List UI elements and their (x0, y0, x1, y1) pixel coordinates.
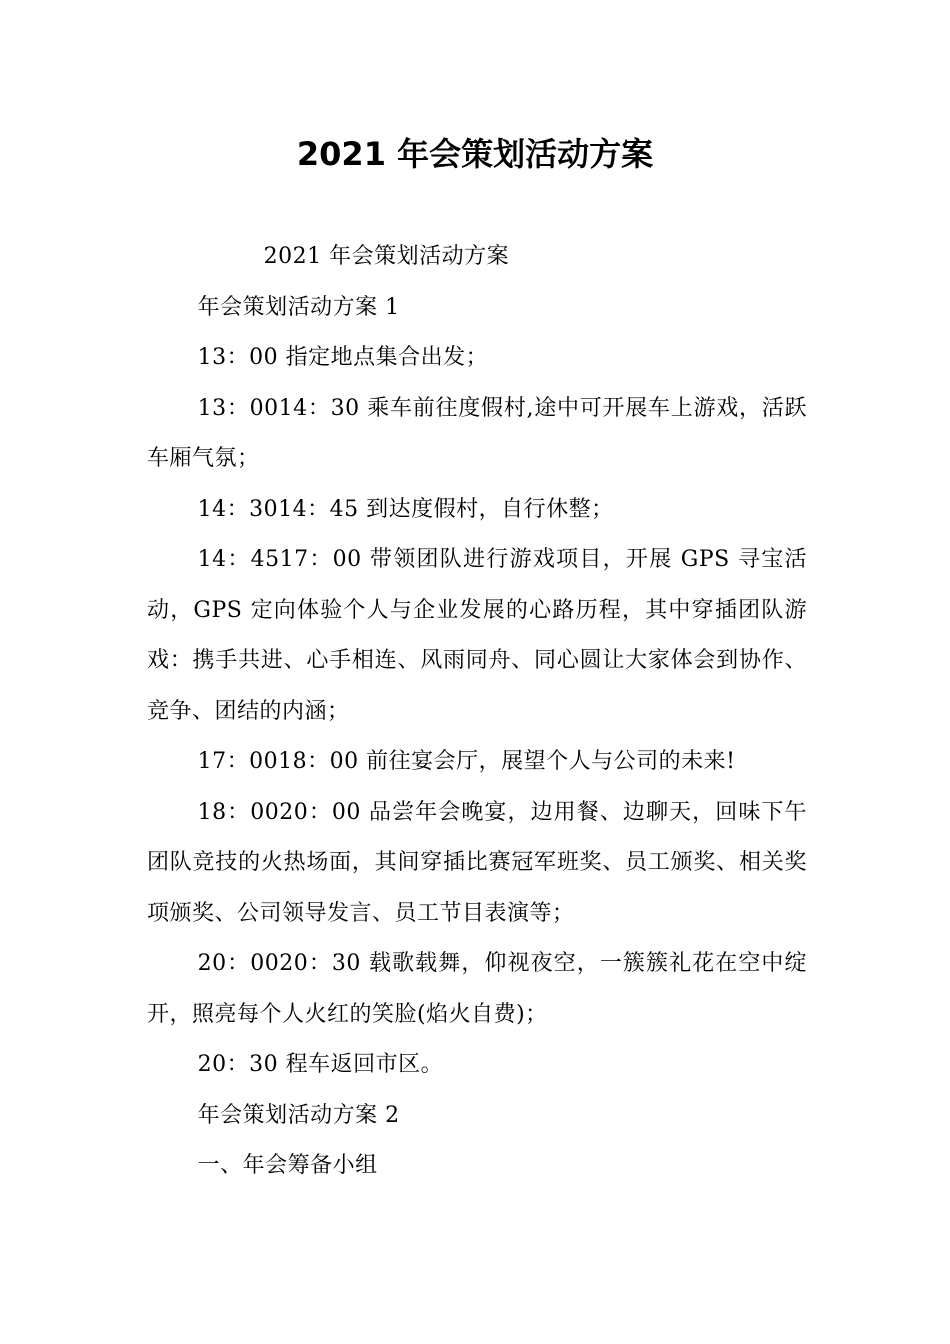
schedule-item-1300: 13：00 指定地点集合出发； (197, 345, 489, 370)
section-heading-1: 年会策划活动方案 1 (197, 294, 400, 320)
schedule-item-1445-1700: 14：4517：00 带领团队进行游戏项目，开展 GPS 寻宝活动，GPS 定向体验个人与企业发展的心路历程，其中穿插团队游戏：携手共进、心手相连、风雨同舟、同心圆让大家体会到协作、竞争、团结的内涵； (147, 547, 807, 724)
schedule-item-1300-1430: 13：0014：30 乘车前往度假村,途中可开展车上游戏，活跃车厢气氛； (147, 395, 807, 471)
subsection-heading: 一、年会筹备小组 (197, 1153, 378, 1178)
document-body (147, 232, 807, 1192)
schedule-item-1800-2000: 18：0020：00 品尝年会晚宴，边用餐、边聊天，回味下午团队竞技的火热场面，其间穿插比赛冠军班奖、员工颁奖、相关奖项颁奖、公司领导发言、员工节目表演等； (147, 799, 807, 926)
schedule-item-2000-2030: 20：0020：30 载歌载舞，仰视夜空，一簇簇礼花在空中绽开，照亮每个人火红的笑脸(焰火自费)； (147, 951, 807, 1027)
body-subtitle: 2021 年会策划活动方案 (263, 244, 510, 269)
document-title: 2021 年会策划活动方案 (296, 135, 654, 173)
schedule-item-2030: 20：30 程车返回市区。 (197, 1052, 444, 1077)
schedule-item-1700-1800: 17：0018：00 前往宴会厅，展望个人与公司的未来! (197, 749, 736, 774)
schedule-item-1430-1445: 14：3014：45 到达度假村，自行休整； (197, 496, 614, 522)
section-heading-2: 年会策划活动方案 2 (197, 1102, 400, 1128)
